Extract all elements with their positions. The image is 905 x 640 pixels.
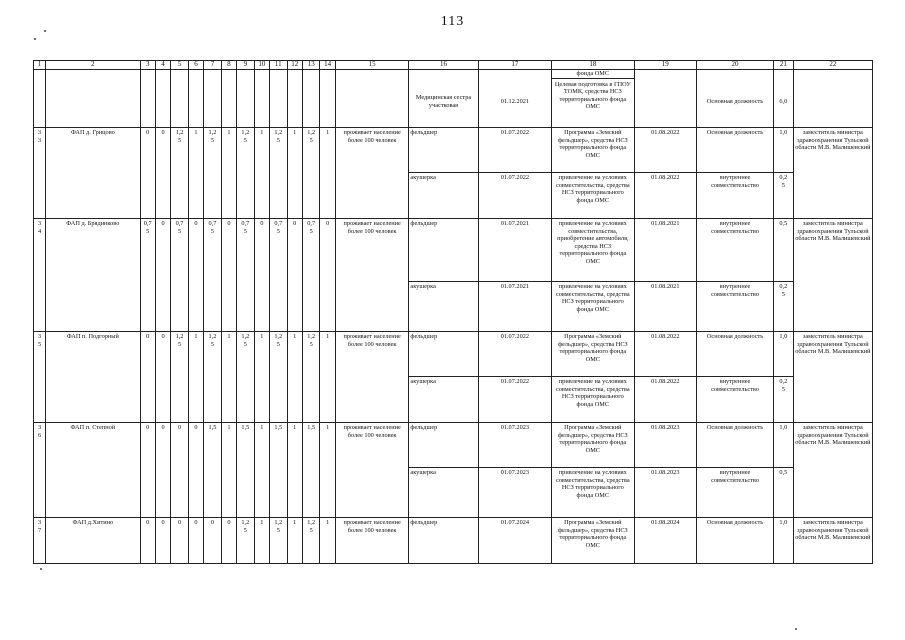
cell-responsible: заместитель министра здравоохранения Тульской области М.В. Малишевский [793,423,872,518]
cell-empty [171,70,189,128]
column-number-5: 5 [171,61,189,70]
cell-funding: привлечение на условиях совместительства, средства НСЗ территориального фонда ОМС [552,173,634,219]
column-number-12: 12 [287,61,302,70]
cell-criterion: проживает население более 100 человек [335,332,409,423]
cell-empty [793,70,872,128]
cell-staff-value: 1,2 5 [302,128,320,219]
cell-empty [155,70,170,128]
cell-employment: внутреннее совместительство [697,282,774,332]
cell-staff-value: 1,2 5 [204,128,222,219]
cell-hire-date: 01.08.2021 [634,219,697,282]
cell-staff-value: 1,2 5 [270,332,288,423]
cell-staff-value: 0,7 5 [237,219,255,332]
cell-employment: внутреннее совместительство [697,468,774,518]
cell-staff-value: 1 [221,423,236,518]
cell-facility-name: ФАП д.Хитино [46,518,140,564]
cell-staff-value: 1,5 [270,423,288,518]
cell-start-date: 01.07.2022 [478,173,552,219]
cell-staff-value: 1 [287,518,302,564]
cell-rate: 0,2 5 [773,282,793,332]
cell-staff-value: 1,2 5 [302,518,320,564]
cell-row-number: 3 4 [34,219,46,332]
cell-employment: Основная должность [697,128,774,173]
cell-staff-value: 0 [140,128,155,219]
cell-staff-value: 1 [320,423,335,518]
cell-criterion: проживает население более 100 человек [335,423,409,518]
column-number-3: 3 [140,61,155,70]
column-number-17: 17 [478,61,552,70]
column-number-21: 21 [773,61,793,70]
column-number-20: 20 [697,61,774,70]
cell-staff-value: 1 [254,518,269,564]
cell-employment: внутреннее совместительство [697,219,774,282]
cell-facility-name: ФАП д. Грицово [46,128,140,219]
cell-responsible: заместитель министра здравоохранения Тульской области М.В. Малишевский [793,128,872,219]
cell-staff-value: 0 [320,219,335,332]
table-row [34,219,873,282]
cell-staff-value: 1 [287,128,302,219]
cell-position: фельдшер [409,518,478,564]
cell-staff-value: 0 [287,219,302,332]
cell-position: фельдшер [409,423,478,468]
cell-responsible: заместитель министра здравоохранения Тульской области М.В. Малишевский [793,219,872,332]
cell-staff-value: 1 [320,332,335,423]
cell-staff-value: 1 [254,128,269,219]
scan-speck [40,568,42,570]
cell-rate: 0,5 [773,468,793,518]
cell-hire-date: 01.08.2022 [634,332,697,377]
column-number-18: 18 [552,61,634,70]
cell-staff-value: 1 [320,128,335,219]
column-number-2: 2 [46,61,140,70]
column-number-6: 6 [188,61,203,70]
cell-empty [254,70,269,128]
cell-staff-value: 0 [155,518,170,564]
cell-rate: 0,2 5 [773,377,793,423]
cell-staff-value: 1 [320,518,335,564]
cell-staff-value: 1,2 5 [270,128,288,219]
cell-employment: Основная должность [697,70,774,128]
cell-funding-text: Целевая подготовка в ГПОУ ТОМК, средства НСЗ территориального фонда ОМС [554,80,631,111]
cell-hire-date: 01.08.2022 [634,128,697,173]
registry-table [33,60,873,564]
cell-position: фельдшер [409,332,478,377]
cell-criterion: проживает население более 100 человек [335,128,409,219]
cell-empty [270,70,288,128]
column-number-22: 22 [793,61,872,70]
cell-hire-date: 01.08.2022 [634,173,697,219]
table-row [34,423,873,468]
cell-staff-value: 1 [287,332,302,423]
cell-staff-value: 1,2 5 [302,332,320,423]
cell-staff-value: 1 [221,332,236,423]
cell-empty [302,70,320,128]
cell-hire-date: 01.08.2021 [634,282,697,332]
cell-staff-value: 0,7 5 [270,219,288,332]
cell-staff-value: 1,2 5 [171,332,189,423]
cell-staff-value: 0,7 5 [204,219,222,332]
cell-empty [237,70,255,128]
cell-start-date: 01.07.2023 [478,468,552,518]
cell-staff-value: 1,5 [302,423,320,518]
cell-staff-value: 0 [221,518,236,564]
cell-staff-value: 1,2 5 [237,128,255,219]
scan-speck [44,30,46,32]
cell-staff-value: 0 [171,423,189,518]
cell-position: акушерка [409,173,478,219]
table-row [34,332,873,377]
cell-rate: 1,0 [773,423,793,468]
page-number: 113 [440,14,465,29]
scan-speck [795,628,797,630]
cell-employment: внутреннее совместительство [697,377,774,423]
cell-rate: 1,0 [773,332,793,377]
cell-staff-value: 0 [155,423,170,518]
cell-funding-top: фонда ОМС [552,70,633,79]
cell-funding [552,70,634,128]
cell-start-date: 01.07.2021 [478,282,552,332]
column-number-19: 19 [634,61,697,70]
column-number-4: 4 [155,61,170,70]
cell-staff-value: 1,2 5 [204,332,222,423]
cell-empty [34,70,46,128]
cell-staff-value: 1 [188,332,203,423]
cell-position: фельдшер [409,219,478,282]
cell-funding: привлечение на условиях совместительства, средства НСЗ территориального фонда ОМС [552,377,634,423]
cell-hire-date: 01.08.2022 [634,377,697,423]
cell-staff-value: 0 [171,518,189,564]
cell-position: акушерка [409,377,478,423]
cell-staff-value: 0 [140,518,155,564]
cell-staff-value: 0 [221,219,236,332]
cell-criterion: проживает население более 100 человек [335,518,409,564]
column-number-15: 15 [335,61,409,70]
cell-start-date: 01.12.2021 [478,70,552,128]
cell-staff-value: 1,5 [204,423,222,518]
column-number-1: 1 [34,61,46,70]
cell-criterion: проживает население более 100 человек [335,219,409,332]
cell-employment: внутреннее совместительство [697,173,774,219]
cell-funding: Программа «Земский фельдшер», средства НСЗ территориального фонда ОМС [552,518,634,564]
cell-staff-value: 1,5 [237,423,255,518]
column-number-7: 7 [204,61,222,70]
cell-position: фельдшер [409,128,478,173]
cell-empty [221,70,236,128]
cell-row-number: 3 3 [34,128,46,219]
cell-position: акушерка [409,468,478,518]
cell-rate: 1,0 [773,518,793,564]
continuation-row [34,70,873,128]
cell-facility-name: ФАП п. Подгорный [46,332,140,423]
cell-rate: 0,2 5 [773,173,793,219]
cell-row-number: 3 6 [34,423,46,518]
cell-row-number: 3 7 [34,518,46,564]
cell-start-date: 01.07.2023 [478,423,552,468]
column-number-16: 16 [409,61,478,70]
cell-rate: 0,5 [773,219,793,282]
cell-empty [46,70,140,128]
column-number-11: 11 [270,61,288,70]
cell-staff-value: 0 [188,518,203,564]
cell-staff-value: 0 [155,219,170,332]
cell-empty [320,70,335,128]
cell-responsible: заместитель министра здравоохранения Тульской области М.В. Малишевский [793,518,872,564]
cell-staff-value: 0 [188,423,203,518]
cell-funding: Программа «Земский фельдшер», средства НСЗ территориального фонда ОМС [552,332,634,377]
cell-staff-value: 1,2 5 [270,518,288,564]
cell-empty [204,70,222,128]
cell-staff-value: 1,2 5 [237,518,255,564]
column-number-9: 9 [237,61,255,70]
cell-row-number: 3 5 [34,332,46,423]
cell-rate: 6,0 [773,70,793,128]
cell-start-date: 01.07.2022 [478,128,552,173]
cell-empty [188,70,203,128]
cell-empty [634,70,697,128]
cell-empty [287,70,302,128]
column-number-8: 8 [221,61,236,70]
cell-facility-name: ФАП п. Степной [46,423,140,518]
cell-staff-value: 1 [254,332,269,423]
cell-funding: привлечение на условиях совместительства, средства НСЗ территориального фонда ОМС [552,468,634,518]
cell-staff-value: 0 [155,128,170,219]
cell-staff-value: 0 [204,518,222,564]
cell-hire-date: 01.08.2024 [634,518,697,564]
cell-staff-value: 1,2 5 [171,128,189,219]
cell-funding: привлечение на условиях совместительства, приобретение автомобиля, средства НСЗ территориального фонда ОМС [552,219,634,282]
cell-staff-value: 0 [188,219,203,332]
cell-position: акушерка [409,282,478,332]
table-row [34,128,873,173]
cell-empty [140,70,155,128]
cell-start-date: 01.07.2022 [478,332,552,377]
cell-staff-value: 0,7 5 [171,219,189,332]
cell-start-date: 01.07.2024 [478,518,552,564]
cell-staff-value: 0 [155,332,170,423]
cell-start-date: 01.07.2021 [478,219,552,282]
cell-funding: привлечение на условиях совместительства, средства НСЗ территориального фонда ОМС [552,282,634,332]
column-number-14: 14 [320,61,335,70]
cell-staff-value: 0 [254,219,269,332]
table-row [34,518,873,564]
cell-position: Медицинская сестра участковая [409,70,478,128]
column-number-10: 10 [254,61,269,70]
cell-responsible: заместитель министра здравоохранения Тульской области М.В. Малишевский [793,332,872,423]
cell-employment: Основная должность [697,423,774,468]
cell-employment: Основная должность [697,332,774,377]
cell-staff-value: 1 [254,423,269,518]
cell-staff-value: 0 [140,332,155,423]
cell-empty [335,70,409,128]
cell-employment: Основная должность [697,518,774,564]
cell-staff-value: 1 [287,423,302,518]
cell-funding: Программа «Земский фельдшер», средства НСЗ территориального фонда ОМС [552,423,634,468]
cell-hire-date: 01.08.2023 [634,468,697,518]
cell-rate: 1,0 [773,128,793,173]
cell-staff-value: 1 [221,128,236,219]
cell-staff-value: 1 [188,128,203,219]
cell-staff-value: 0 [140,423,155,518]
column-number-row [34,61,873,70]
scan-speck [34,38,36,40]
column-number-13: 13 [302,61,320,70]
cell-staff-value: 1,2 5 [237,332,255,423]
cell-start-date: 01.07.2022 [478,377,552,423]
cell-hire-date: 01.08.2023 [634,423,697,468]
cell-funding: Программа «Земский фельдшер», средства НСЗ территориального фонда ОМС [552,128,634,173]
cell-staff-value: 0,7 5 [140,219,155,332]
cell-facility-name: ФАП д. Брядинково [46,219,140,332]
cell-staff-value: 0,7 5 [302,219,320,332]
